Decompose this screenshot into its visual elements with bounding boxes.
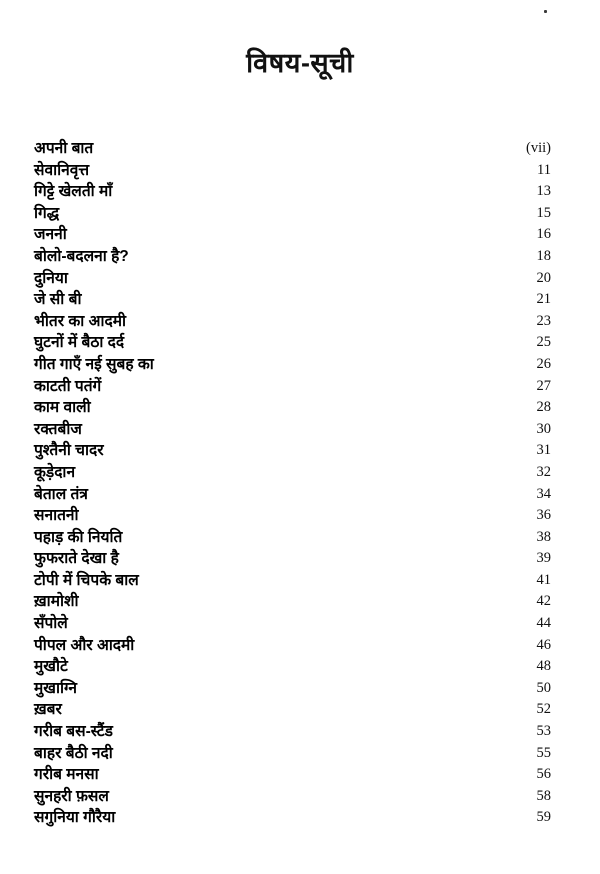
toc-entry-title: मुखौटे bbox=[34, 658, 68, 676]
toc-entry-page-number: 20 bbox=[536, 269, 551, 286]
toc-entry-page-number: 38 bbox=[536, 528, 551, 545]
toc-entry-title: काम वाली bbox=[34, 399, 91, 417]
toc-entry-page-number: 21 bbox=[536, 291, 551, 308]
toc-entry[interactable] bbox=[0, 203, 600, 225]
toc-entry-page-number: 39 bbox=[536, 550, 551, 567]
toc-entry[interactable] bbox=[0, 591, 600, 613]
toc-entry-title: सेवानिवृत्त bbox=[34, 161, 90, 179]
toc-entry[interactable] bbox=[0, 181, 600, 203]
toc-entry[interactable] bbox=[0, 548, 600, 570]
toc-entry-title: रक्तबीज bbox=[34, 420, 82, 438]
toc-entry-page-number: 59 bbox=[536, 809, 551, 826]
toc-entry[interactable] bbox=[0, 635, 600, 657]
toc-entry-title: अपनी बात bbox=[34, 140, 94, 157]
toc-entry-title: सनातनी bbox=[34, 507, 79, 525]
toc-entry-page-number: 18 bbox=[536, 247, 551, 264]
toc-entry-title: सँपोले bbox=[34, 615, 68, 633]
toc-entry[interactable] bbox=[0, 462, 600, 484]
toc-entry[interactable] bbox=[0, 440, 600, 462]
toc-entry-page-number: 53 bbox=[536, 723, 551, 740]
toc-entry-page-number: 46 bbox=[536, 636, 551, 653]
toc-entry-page-number: 32 bbox=[536, 463, 551, 480]
toc-entry[interactable] bbox=[0, 160, 600, 182]
toc-entry[interactable] bbox=[0, 656, 600, 678]
toc-entry[interactable] bbox=[0, 786, 600, 808]
table-of-contents bbox=[0, 138, 600, 829]
toc-entry-page-number: 31 bbox=[536, 442, 551, 459]
toc-entry-page-number: 41 bbox=[536, 571, 551, 588]
toc-entry-page-number: 34 bbox=[536, 485, 551, 502]
toc-entry-page-number: 58 bbox=[536, 787, 551, 804]
toc-entry-title: गिट्टे खेलती माँ bbox=[34, 183, 113, 201]
toc-entry-page-number: 16 bbox=[536, 226, 551, 243]
toc-entry[interactable] bbox=[0, 721, 600, 743]
toc-entry-page-number: 36 bbox=[536, 507, 551, 524]
toc-entry-page-number: 30 bbox=[536, 420, 551, 437]
toc-entry-title: जे सी बी bbox=[34, 291, 82, 309]
toc-entry-title: टोपी में चिपके बाल bbox=[34, 571, 139, 589]
toc-entry-page-number: 28 bbox=[536, 399, 551, 416]
toc-entry-title: पीपल और आदमी bbox=[34, 636, 135, 654]
toc-entry-title: गरीब मनसा bbox=[34, 766, 99, 784]
toc-entry[interactable] bbox=[0, 505, 600, 527]
toc-entry-page-number: 13 bbox=[536, 183, 551, 200]
toc-entry-page-number: 44 bbox=[536, 615, 551, 632]
toc-entry[interactable] bbox=[0, 246, 600, 268]
toc-entry[interactable] bbox=[0, 613, 600, 635]
toc-entry-page-number: (vii) bbox=[526, 140, 551, 156]
scan-speck-icon bbox=[544, 10, 547, 13]
toc-entry-title: काटती पतंगें bbox=[34, 377, 102, 395]
toc-entry[interactable] bbox=[0, 311, 600, 333]
toc-entry[interactable] bbox=[0, 678, 600, 700]
toc-entry-page-number: 52 bbox=[536, 701, 551, 718]
toc-entry[interactable] bbox=[0, 419, 600, 441]
toc-entry-title: गरीब बस-स्टैंड bbox=[34, 723, 113, 741]
toc-entry[interactable] bbox=[0, 268, 600, 290]
toc-entry[interactable] bbox=[0, 699, 600, 721]
toc-entry-page-number: 55 bbox=[536, 744, 551, 761]
toc-entry-page-number: 48 bbox=[536, 658, 551, 675]
toc-entry[interactable] bbox=[0, 764, 600, 786]
toc-entry[interactable] bbox=[0, 376, 600, 398]
toc-entry-title: सगुनिया गौरैया bbox=[34, 809, 116, 827]
toc-entry-page-number: 23 bbox=[536, 312, 551, 329]
toc-entry-title: सुनहरी फ़सल bbox=[34, 787, 109, 805]
toc-entry-title: कूड़ेदान bbox=[34, 463, 76, 481]
toc-entry-page-number: 27 bbox=[536, 377, 551, 394]
toc-entry[interactable] bbox=[0, 332, 600, 354]
toc-entry-title: फुफराते देखा है bbox=[34, 550, 119, 568]
toc-entry-title: मुखाग्नि bbox=[34, 679, 77, 697]
toc-entry-title: बाहर बैठी नदी bbox=[34, 744, 113, 762]
toc-entry-page-number: 11 bbox=[537, 161, 551, 178]
page-title: विषय-सूची bbox=[246, 48, 354, 78]
toc-entry-title: गिद्ध bbox=[34, 204, 60, 222]
toc-entry[interactable] bbox=[0, 354, 600, 376]
toc-entry-page-number: 56 bbox=[536, 766, 551, 783]
toc-entry-title: पुश्तैनी चादर bbox=[34, 442, 104, 460]
toc-entry-title: गीत गाएँ नई सुबह का bbox=[34, 355, 154, 373]
toc-entry[interactable] bbox=[0, 527, 600, 549]
toc-entry[interactable] bbox=[0, 289, 600, 311]
toc-entry-title: बेताल तंत्र bbox=[34, 485, 88, 503]
toc-entry-title: दुनिया bbox=[34, 269, 68, 287]
toc-entry[interactable] bbox=[0, 397, 600, 419]
toc-entry-title: जननी bbox=[34, 226, 67, 244]
toc-entry-page-number: 50 bbox=[536, 679, 551, 696]
toc-entry-page-number: 42 bbox=[536, 593, 551, 610]
toc-entry[interactable] bbox=[0, 570, 600, 592]
toc-entry[interactable] bbox=[0, 807, 600, 829]
toc-entry[interactable] bbox=[0, 484, 600, 506]
toc-entry-page-number: 26 bbox=[536, 355, 551, 372]
toc-entry-page-number: 15 bbox=[536, 204, 551, 221]
toc-entry[interactable] bbox=[0, 138, 600, 160]
toc-entry-page-number: 25 bbox=[536, 334, 551, 351]
toc-entry[interactable] bbox=[0, 224, 600, 246]
toc-entry-title: पहाड़ की नियति bbox=[34, 528, 123, 546]
toc-entry[interactable] bbox=[0, 743, 600, 765]
toc-entry-title: बोलो-बदलना है? bbox=[34, 247, 129, 265]
toc-entry-title: घुटनों में बैठा दर्द bbox=[34, 334, 125, 352]
toc-entry-title: ख़ामोशी bbox=[34, 593, 79, 611]
toc-entry-title: भीतर का आदमी bbox=[34, 312, 126, 330]
toc-entry-title: ख़बर bbox=[34, 701, 62, 719]
